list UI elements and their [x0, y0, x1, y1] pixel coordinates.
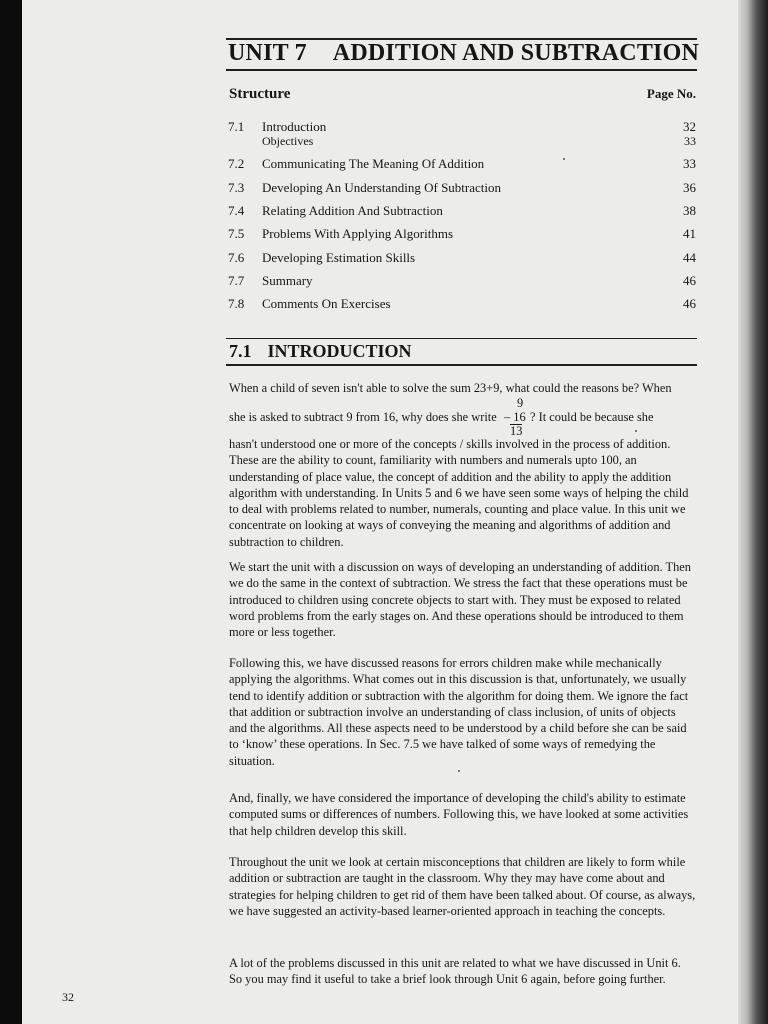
paragraph: A lot of the problems discussed in this unit are related to what we have discussed in Unit 6. So you may find it useful to take a brief look through Unit 6 again, before going further. — [229, 956, 681, 987]
toc-item-number: 7.6 — [228, 250, 245, 265]
paragraph: And, finally, we have considered the importance of developing the child's ability to estimate computed sums or differences of numbers. Following this, we have looked at some activities that help children develop this skill. — [229, 791, 689, 838]
toc-item — [228, 296, 696, 314]
unit-name: ADDITION AND SUBTRACTION — [332, 40, 699, 66]
toc-item-page: 46 — [683, 273, 696, 288]
math-subtraction: – 16 — [504, 410, 526, 424]
toc-item-label: Relating Addition And Subtraction — [262, 203, 443, 218]
toc-item-label: Communicating The Meaning Of Addition — [262, 156, 485, 171]
unit-number: UNIT 7 — [228, 40, 307, 66]
toc-item-number: 7.8 — [228, 296, 245, 311]
toc-item-number: 7.1 — [228, 119, 245, 134]
toc-item-page: 33 — [684, 134, 696, 148]
unit-title — [228, 40, 699, 67]
title-bottom-rule — [226, 69, 697, 71]
scan-speck — [563, 158, 565, 160]
structure-heading: Structure — [229, 86, 291, 102]
toc-item-label: Objectives — [262, 134, 314, 148]
scan-left-margin — [0, 0, 22, 1024]
scan-speck — [635, 430, 637, 432]
section-top-rule — [226, 338, 697, 339]
scan-speck — [458, 770, 460, 772]
math-result: 13 — [510, 424, 523, 438]
page-number-heading: Page No. — [646, 86, 696, 101]
toc-item-number: 7.2 — [228, 156, 245, 171]
section-number: 7.1 — [229, 341, 252, 361]
intro-line-2-end: ? It could be because she — [530, 410, 654, 424]
math-top-digit: 9 — [517, 396, 524, 410]
paragraph: hasn't understood one or more of the concepts / skills involved in the process of addition. These are the ability to count, familiarity with numbers and numerals upto 100, an understanding of place value, the concept of addition and the ability to apply the addition algorithm with understanding. In Units 5 and 6 we have seen some ways of helping the child to deal with problems related to number, numerals, counting and place value. In this unit we concentrate on looking at ways of conveying the meaning and algorithms of addition and subtraction to children. — [229, 437, 689, 549]
toc-item-page: 38 — [683, 203, 696, 218]
toc-item-label: Summary — [262, 273, 313, 288]
toc-item — [228, 156, 696, 174]
toc-item-label: Developing An Understanding Of Subtraction — [262, 180, 502, 195]
toc-item — [228, 134, 696, 152]
intro-line-1: When a child of seven isn't able to solve the sum 23+9, what could the reasons be? When — [229, 381, 672, 395]
toc-item-page: 46 — [683, 296, 696, 311]
toc-item-page: 36 — [683, 180, 696, 195]
toc-item-label: Problems With Applying Algorithms — [262, 226, 454, 241]
toc-item-label: Comments On Exercises — [262, 296, 391, 311]
toc-item-number: 7.4 — [228, 203, 245, 218]
section-heading — [229, 341, 412, 362]
scan-right-edge — [738, 0, 768, 1024]
toc-item-number: 7.7 — [228, 273, 245, 288]
paragraph: Following this, we have discussed reasons for errors children make while mechanically applying the algorithms. What comes out in this discussion is that, unfortunately, we usually tend to identify addition or subtraction with the algorithm for doing them. We ignore the fact that addition or subtraction involve an understanding of class inclusion, of units of objects and the algorithms. All these aspects need to be understood by a child before she can be said to ‘know’ these operations. In Sec. 7.5 we have talked of some ways of remedying the situation. — [229, 656, 689, 768]
toc-item-number: 7.5 — [228, 226, 245, 241]
intro-line-2-start: she is asked to subtract 9 from 16, why does she write — [229, 410, 497, 424]
toc-item — [228, 273, 696, 291]
toc-item-page: 33 — [683, 156, 696, 171]
toc-item — [228, 226, 696, 244]
toc-item-label: Developing Estimation Skills — [262, 250, 416, 265]
toc-item-page: 41 — [683, 226, 696, 241]
paragraph: We start the unit with a discussion on ways of developing an understanding of addition. Then we do the same in the context of subtraction. We stress the fact that these operations must be introduced to children using concrete objects to start with. They must be exposed to related word problems from the early stages on. And these operations should be introduced to them more or less together. — [229, 560, 691, 640]
section-title: INTRODUCTION — [267, 341, 412, 361]
toc-item — [228, 180, 696, 198]
toc-item-page: 32 — [683, 119, 696, 134]
toc-item — [228, 250, 696, 268]
toc-item-label: Introduction — [262, 119, 327, 134]
toc-item — [228, 203, 696, 221]
section-bottom-rule — [226, 364, 697, 366]
paragraph: Throughout the unit we look at certain misconceptions that children are likely to form while addition or subtraction are taught in the classroom. Why they may have come about and strategies for helping children to get rid of them have been talked about. Of course, as always, we have suggested an activity-based learner-oriented approach in teaching the concepts. — [229, 855, 696, 918]
toc-item-page: 44 — [683, 250, 696, 265]
toc-item-number: 7.3 — [228, 180, 245, 195]
page-number: 32 — [62, 990, 74, 1004]
